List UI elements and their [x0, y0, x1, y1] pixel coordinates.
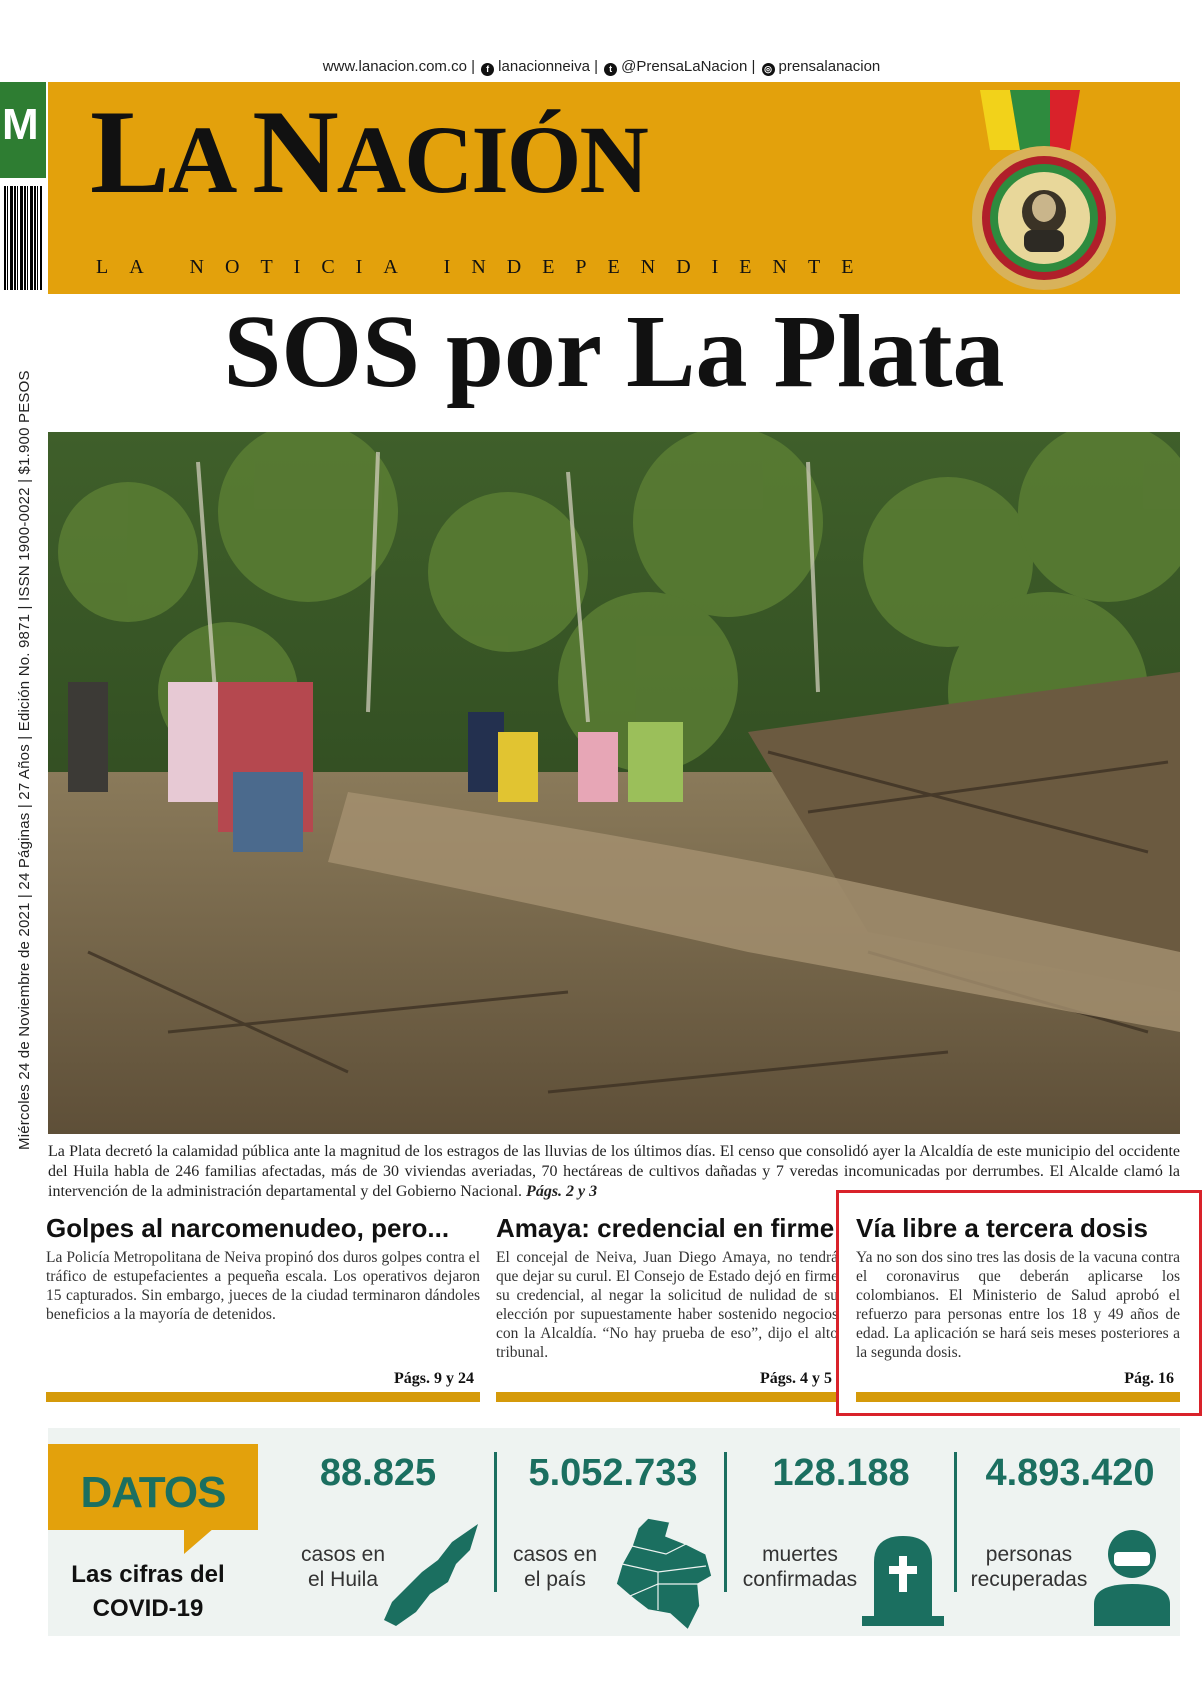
stat-separator: [724, 1452, 727, 1592]
stat-separator: [494, 1452, 497, 1592]
huila-map-icon: [378, 1520, 488, 1630]
stat-pais-value: 5.052.733: [528, 1452, 698, 1494]
stat-muertes-value: 128.188: [772, 1452, 910, 1494]
story-amaya[interactable]: [496, 1212, 838, 1402]
logo-letter-a: A: [168, 106, 253, 213]
story-pages[interactable]: Págs. 9 y 24: [394, 1370, 474, 1387]
section-letter: M: [2, 100, 39, 149]
story-body: Ya no son dos sino tres las dosis de la vacuna contra el coronavirus que deberán aplicarse los colombianos. El Ministerio de Salud aprobó el refuerzo para personas entre los 18 y 49 años de edad. La aplicación se hará seis meses posteriores a la segunda dosis.: [856, 1249, 1180, 1361]
instagram-handle[interactable]: prensalanacion: [778, 58, 881, 75]
instagram-icon: ◎: [762, 63, 775, 76]
section-marker: [0, 82, 46, 178]
stat-pais-label: [500, 1542, 610, 1592]
stat-recuperados-value: 4.893.420: [985, 1452, 1155, 1494]
datos-badge-tail: [184, 1528, 214, 1554]
social-links-bar: www.lanacion.com.co | f lanacionneiva | t @PrensaLaNacion | ◎ prensalanacion: [322, 58, 881, 75]
logo-letters-acion: ACIÓN: [336, 106, 647, 213]
colombia-map-icon: [608, 1514, 718, 1634]
recovered-person-icon: [1090, 1526, 1174, 1626]
main-headline: SOS por La Plata: [223, 294, 1005, 409]
stat-separator: [954, 1452, 957, 1592]
story-narcomenudeo[interactable]: [46, 1212, 480, 1402]
stat-label-line: casos en: [300, 1543, 386, 1566]
datos-label: DATOS: [80, 1468, 226, 1517]
highlight-box: [836, 1190, 1202, 1416]
stat-recuperados-label: [964, 1542, 1094, 1592]
story-title[interactable]: Golpes al narcomenudeo, pero...: [46, 1213, 450, 1243]
story-body: La Policía Metropolitana de Neiva propinó dos duros golpes contra el tráfico de estupefacientes a pequeña escala. Los operativos dejaron 15 capturados. Sin embargo, jueces de la ciudad terminaron dándoles beneficios a la mayoría de detenidos.: [46, 1249, 480, 1323]
facebook-icon: f: [481, 63, 494, 76]
story-pages[interactable]: Págs. 4 y 5: [760, 1370, 832, 1387]
caption-pages[interactable]: Págs. 2 y 3: [526, 1183, 598, 1200]
story-pages[interactable]: Pág. 16: [1124, 1370, 1174, 1387]
story-title[interactable]: Vía libre a tercera dosis: [856, 1213, 1148, 1243]
tombstone-icon: [858, 1528, 948, 1628]
stat-label-line: personas: [985, 1543, 1073, 1566]
stat-label-line: el país: [524, 1568, 586, 1591]
issue-info: Miércoles 24 de Noviembre de 2021 | 24 Páginas | 27 Años | Edición No. 9871 | ISSN 1900-0022 | $1.900 PESOS: [16, 370, 33, 1150]
newspaper-logo: [90, 85, 647, 218]
story-body: El concejal de Neiva, Juan Diego Amaya, no tendrá que dejar su curul. El Consejo de Estado dejó en firme su credencial, al negar la solicitud de nulidad de su elección por supuestamente haber sostenido negocios con la Alcaldía. “No hay prueba de eso”, dijo el alto tribunal.: [496, 1249, 838, 1361]
stat-label-line: recuperadas: [970, 1568, 1088, 1591]
stat-label-line: casos en: [512, 1543, 598, 1566]
story-divider: [496, 1392, 838, 1402]
stat-label-line: confirmadas: [742, 1568, 858, 1591]
tagline: LA NOTICIA INDEPENDIENTE: [96, 256, 875, 278]
logo-letter-l: L: [90, 85, 169, 218]
stat-muertes-label: [730, 1542, 870, 1592]
facebook-handle[interactable]: lanacionneiva: [498, 58, 590, 75]
landslide-photo: [48, 432, 1180, 1134]
website-link[interactable]: www.lanacion.com.co: [322, 58, 467, 75]
twitter-handle[interactable]: @PrensaLaNacion: [621, 58, 748, 75]
barcode: [4, 186, 42, 290]
stat-label-line: muertes: [762, 1543, 838, 1566]
stat-label-line: el Huila: [307, 1568, 379, 1591]
datos-subtitle: Las cifras del COVID-19: [71, 1561, 225, 1622]
story-divider: [46, 1392, 480, 1402]
twitter-icon: t: [604, 63, 617, 76]
story-title[interactable]: Amaya: credencial en firme: [496, 1213, 835, 1243]
caption-text: La Plata decretó la calamidad pública ante la magnitud de los estragos de las lluvias de los últimos días. El censo que consolidó ayer la Alcaldía de este municipio del occidente del Huila habla de 246 familias afectadas, más de 30 viviendas averiadas, 70 hectáreas de cultivos dañadas y 7 veredas incomunicadas por derrumbes. El Alcalde clamó la intervención de la administración departamental y del Gobierno Nacional.: [48, 1143, 1180, 1200]
stat-huila-value: 88.825: [319, 1452, 437, 1494]
logo-letter-n: N: [252, 85, 337, 218]
medal-icon: [950, 90, 1132, 290]
